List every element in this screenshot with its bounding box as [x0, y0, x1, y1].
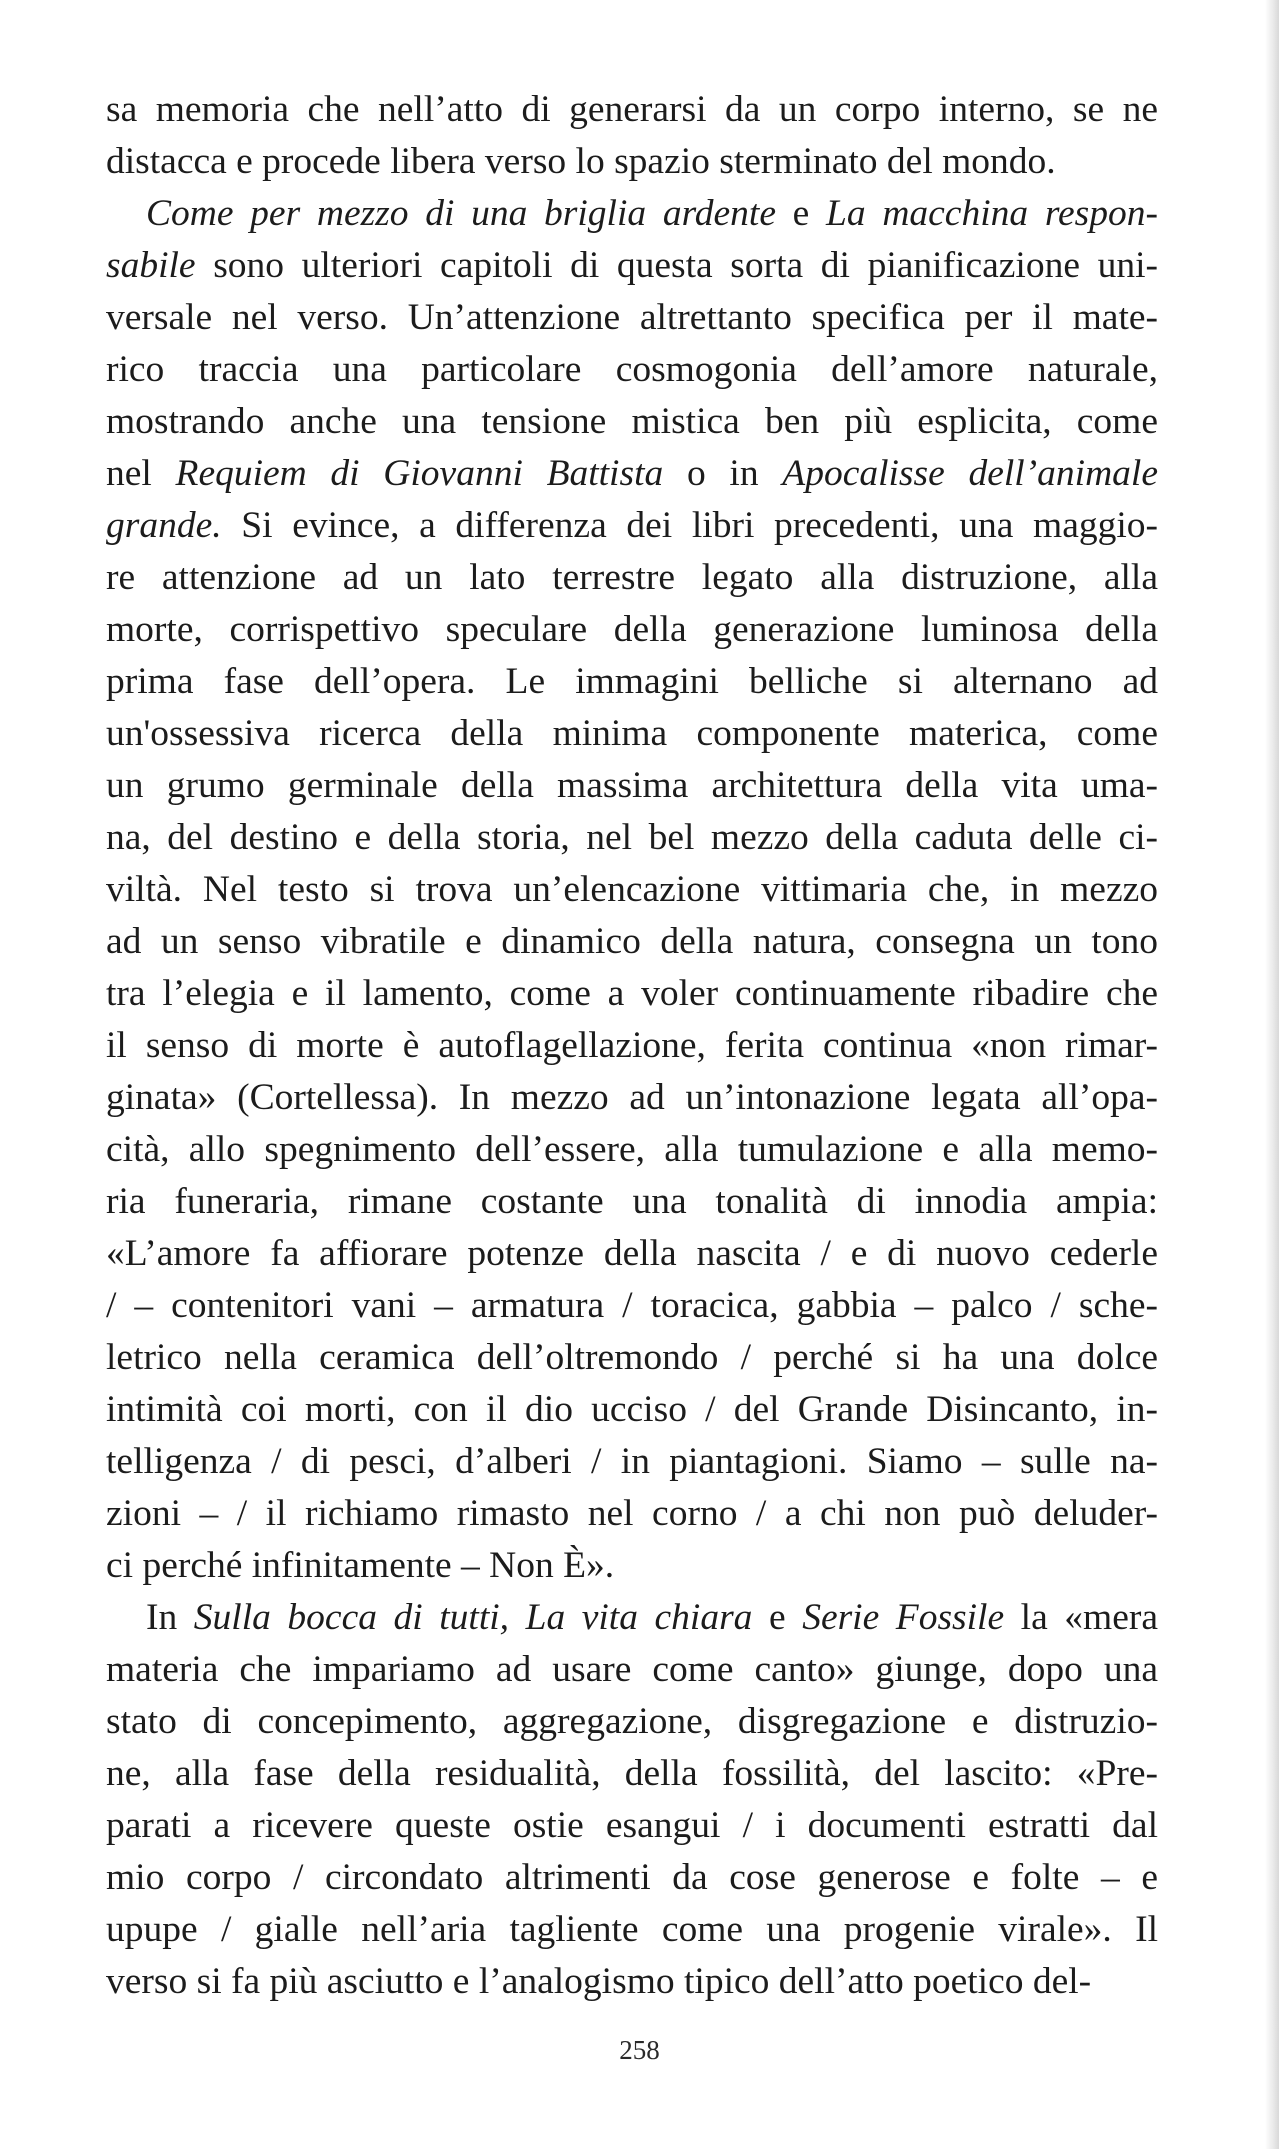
text-line — [106, 1332, 1158, 1384]
text-line — [106, 1592, 1158, 1644]
text-line — [106, 708, 1158, 760]
text-run: upupe / gialle nell’aria tagliente come una progenie virale». Il — [106, 1909, 1158, 1950]
text-line — [106, 760, 1158, 812]
text-run: ginata» (Cortellessa). In mezzo ad un’intonazione legata all’opa- — [106, 1077, 1158, 1118]
page-number: 258 — [619, 2035, 660, 2065]
text-run: e — [775, 193, 827, 234]
text-line — [106, 344, 1158, 396]
text-line — [106, 500, 1158, 552]
text-run: parati a ricevere queste ostie esangui / i documenti estratti dal — [106, 1805, 1158, 1846]
text-run: sa memoria che nell’atto di generarsi da un corpo interno, se ne — [106, 89, 1158, 130]
italic-title: Sulla bocca di tutti, La vita chiara — [193, 1597, 753, 1638]
text-line — [106, 1228, 1158, 1280]
text-run: prima fase dell’opera. Le immagini belliche si alternano ad — [106, 661, 1158, 702]
text-line — [106, 448, 1158, 500]
text-run: letrico nella ceramica dell’oltremondo / perché si ha una dolce — [106, 1337, 1158, 1378]
text-line — [106, 136, 1158, 188]
text-run: stato di concepimento, aggregazione, disgregazione e distruzio- — [106, 1701, 1158, 1742]
text-line — [106, 812, 1158, 864]
italic-title: grande. — [106, 505, 222, 546]
text-line — [106, 1904, 1158, 1956]
text-run: ne, alla fase della residualità, della fossilità, del lascito: «Pre- — [106, 1753, 1158, 1794]
text-run: viltà. Nel testo si trova un’elencazione vittimaria che, in mezzo — [106, 869, 1158, 910]
text-line — [106, 1956, 1158, 2008]
text-line — [106, 1644, 1158, 1696]
text-run: ci perché infinitamente – Non È». — [106, 1545, 615, 1586]
text-line — [106, 1800, 1158, 1852]
text-line — [106, 292, 1158, 344]
text-line — [106, 1852, 1158, 1904]
italic-title: Apocalisse dell’animale — [782, 453, 1158, 494]
text-run: la «mera — [1004, 1597, 1158, 1638]
text-line — [106, 656, 1158, 708]
text-run: sono ulteriori capitoli di questa sorta di pianificazione uni- — [195, 245, 1158, 286]
italic-title: sabile — [106, 245, 196, 286]
italic-title: Serie Fossile — [802, 1597, 1005, 1638]
text-run: un grumo germinale della massima architettura della vita uma- — [106, 765, 1158, 806]
text-line — [106, 864, 1158, 916]
text-run: tra l’elegia e il lamento, come a voler continuamente ribadire che — [106, 973, 1158, 1014]
text-run: mio corpo / circondato altrimenti da cose generose e folte – e — [106, 1857, 1158, 1898]
text-run: morte, corrispettivo speculare della generazione luminosa della — [106, 609, 1158, 650]
text-run: intimità coi morti, con il dio ucciso / del Grande Disincanto, in- — [106, 1389, 1158, 1430]
text-run: mostrando anche una tensione mistica ben più esplicita, come — [106, 401, 1158, 442]
text-run: nel — [106, 453, 176, 494]
text-line — [106, 1696, 1158, 1748]
italic-title: Requiem di Giovanni Battista — [175, 453, 664, 494]
text-line — [106, 604, 1158, 656]
text-line — [106, 1124, 1158, 1176]
text-run: / – contenitori vani – armatura / toracica, gabbia – palco / sche- — [106, 1285, 1158, 1326]
text-line — [106, 1748, 1158, 1800]
text-run: rico traccia una particolare cosmogonia dell’amore naturale, — [106, 349, 1158, 390]
text-run: versale nel verso. Un’attenzione altrettanto specifica per il mate- — [106, 297, 1158, 338]
text-line — [106, 968, 1158, 1020]
italic-title: Come per mezzo di una briglia ardente — [146, 193, 776, 234]
text-run: «L’amore fa affiorare potenze della nascita / e di nuovo cederle — [106, 1233, 1158, 1274]
text-line — [106, 916, 1158, 968]
text-line — [106, 188, 1158, 240]
page-edge — [1265, 0, 1279, 2149]
text-run: re attenzione ad un lato terrestre legato alla distruzione, alla — [106, 557, 1158, 598]
text-line — [106, 1540, 1158, 1592]
text-line — [106, 240, 1158, 292]
text-line — [106, 1488, 1158, 1540]
text-run: na, del destino e della storia, nel bel mezzo della caduta delle ci- — [106, 817, 1158, 858]
text-line — [106, 396, 1158, 448]
text-line — [106, 1384, 1158, 1436]
text-run: ria funeraria, rimane costante una tonalità di innodia ampia: — [106, 1181, 1158, 1222]
text-line — [106, 1436, 1158, 1488]
text-run: Si evince, a differenza dei libri precedenti, una maggio- — [221, 505, 1158, 546]
text-run: cità, allo spegnimento dell’essere, alla tumulazione e alla memo- — [106, 1129, 1158, 1170]
text-run: ad un senso vibratile e dinamico della natura, consegna un tono — [106, 921, 1158, 962]
text-run: o in — [663, 453, 783, 494]
text-run: il senso di morte è autoflagellazione, ferita continua «non rimar- — [106, 1025, 1158, 1066]
body-text — [106, 84, 1158, 2008]
text-line — [106, 552, 1158, 604]
italic-title: La macchina respon- — [826, 193, 1158, 234]
text-run: verso si fa più asciutto e l’analogismo tipico dell’atto poetico del- — [106, 1961, 1092, 2002]
text-line — [106, 1280, 1158, 1332]
text-line — [106, 1176, 1158, 1228]
text-run: un'ossessiva ricerca della minima componente materica, come — [106, 713, 1158, 754]
text-run: distacca e procede libera verso lo spazio sterminato del mondo. — [106, 141, 1056, 182]
text-run: In — [146, 1597, 194, 1638]
text-run: telligenza / di pesci, d’alberi / in piantagioni. Siamo – sulle na- — [106, 1441, 1158, 1482]
text-line — [106, 1072, 1158, 1124]
text-line — [106, 1020, 1158, 1072]
text-run: materia che impariamo ad usare come canto» giunge, dopo una — [106, 1649, 1158, 1690]
text-run: e — [752, 1597, 803, 1638]
text-line — [106, 84, 1158, 136]
text-run: zioni – / il richiamo rimasto nel corno / a chi non può deluder- — [106, 1493, 1158, 1534]
